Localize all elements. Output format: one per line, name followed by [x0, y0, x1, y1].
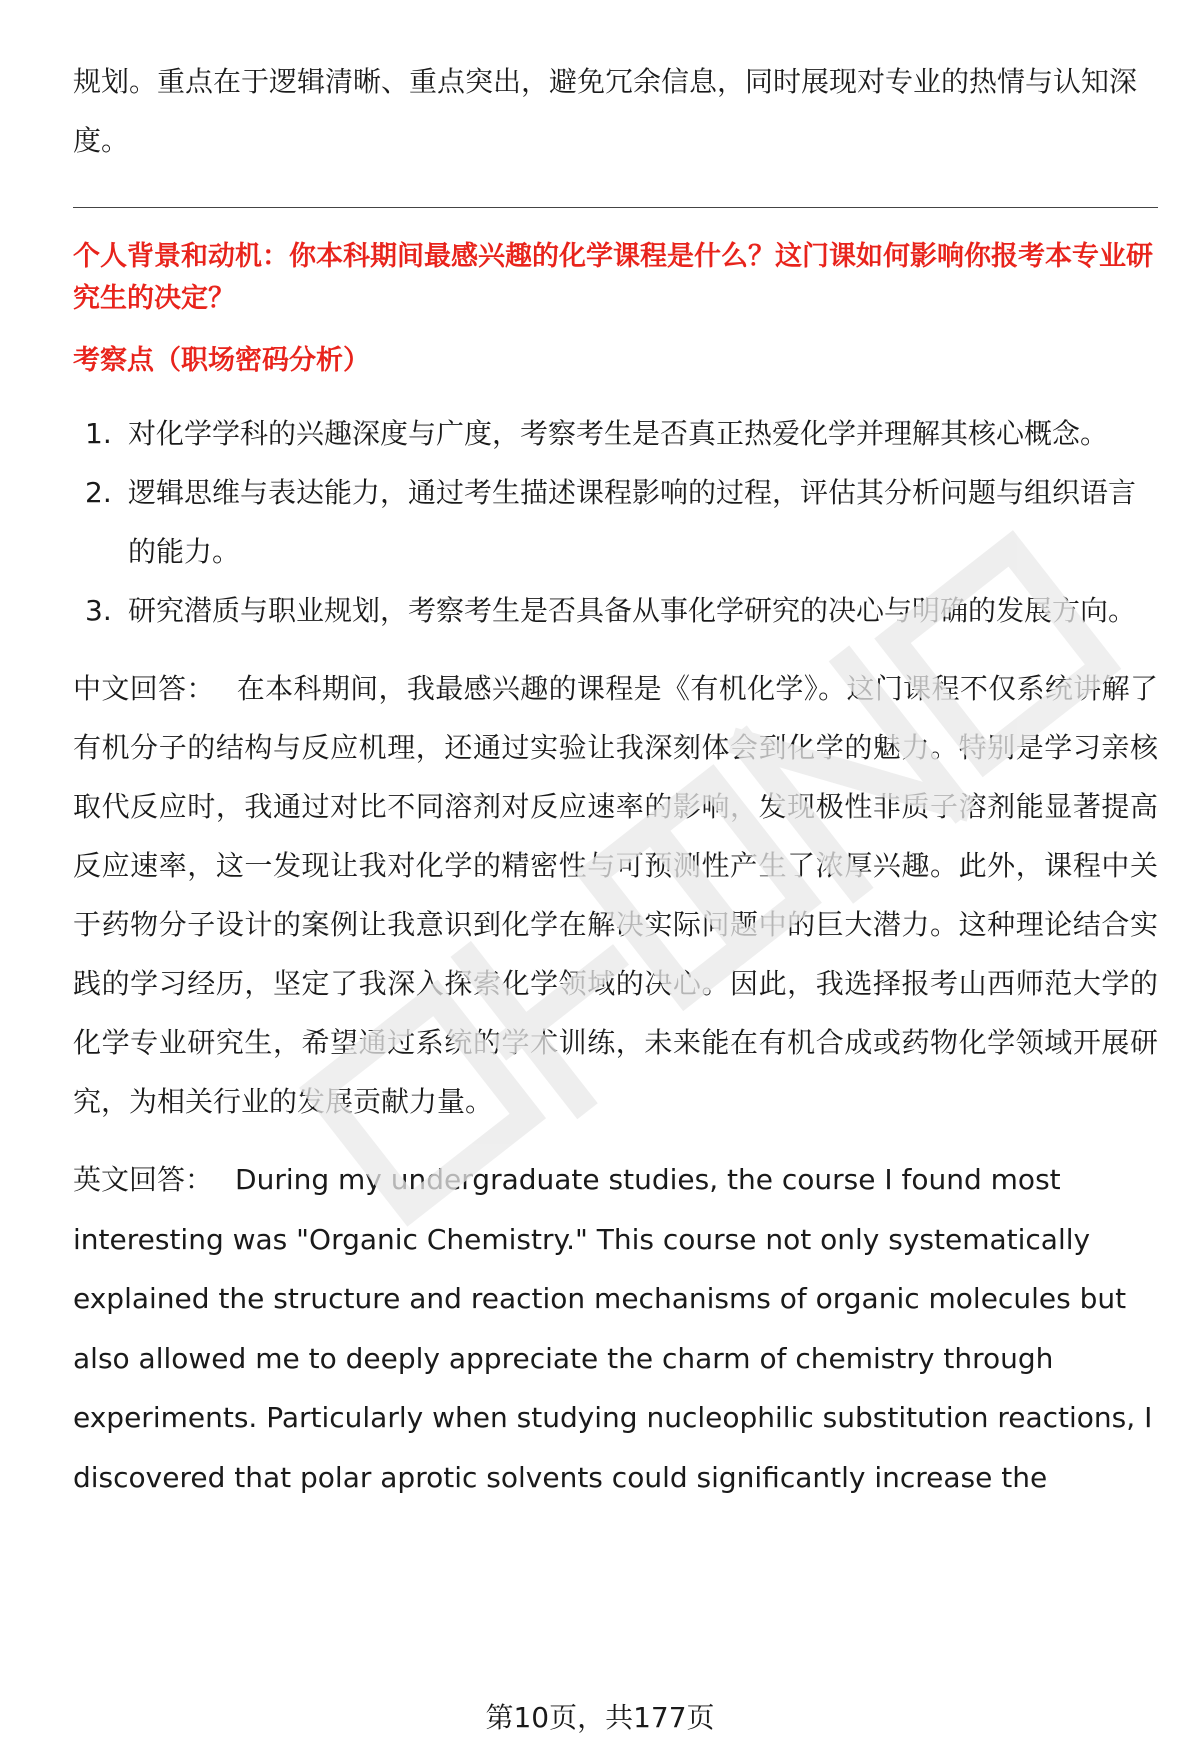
section-divider	[73, 207, 1158, 208]
assessment-points-list	[73, 404, 1158, 640]
list-item-number: 1.	[85, 417, 112, 450]
list-item-text: 逻辑思维与表达能力，通过考生描述课程影响的过程，评估其分析问题与组织语言的能力。	[128, 476, 1137, 568]
list-item	[73, 463, 1158, 581]
chinese-answer-text: 在本科期间，我最感兴趣的课程是《有机化学》。这门课程不仅系统讲解了有机分子的结构与反应机理，还通过实验让我深刻体会到化学的魅力。特别是学习亲核取代反应时，我通过对比不同溶剂对反应速率的影响，发现极性非质子溶剂能显著提高反应速率，这一发现让我对化学的精密性与可预测性产生了浓厚兴趣。此外，课程中关于药物分子设计的案例让我意识到化学在解决实际问题中的巨大潜力。这种理论结合实践的学习经历，坚定了我深入探索化学领域的决心。因此，我选择报考山西师范大学的化学专业研究生，希望通过系统的学术训练，未来能在有机合成或药物化学领域开展研究，为相关行业的发展贡献力量。	[73, 672, 1158, 1118]
english-answer	[73, 1150, 1158, 1507]
list-item-number: 2.	[85, 476, 112, 509]
chinese-answer-label: 中文回答：	[73, 672, 215, 705]
list-item-number: 3.	[85, 594, 112, 627]
english-answer-text: During my undergraduate studies, the course I found most interesting was "Organic Chemistry." This course not only systematically explained the structure and reaction mechanisms of organic molecules but also allowed me to deeply appreciate the charm of chemistry through experiments. Particularly when studying nucleophilic substitution reactions, I discovered that polar aprotic solvents could significantly increase the	[73, 1163, 1153, 1494]
intro-paragraph: 规划。重点在于逻辑清晰、重点突出，避免冗余信息，同时展现对专业的热情与认知深度。	[73, 65, 1138, 157]
list-item-text: 研究潜质与职业规划，考察考生是否具备从事化学研究的决心与明确的发展方向。	[128, 594, 1137, 627]
list-item	[73, 581, 1158, 640]
assessment-points-title: 考察点（职场密码分析）	[73, 345, 370, 376]
chinese-answer	[73, 659, 1158, 1131]
list-item-text: 对化学学科的兴趣深度与广度，考察考生是否真正热爱化学并理解其核心概念。	[128, 417, 1109, 450]
page-footer: 第10页，共177页	[485, 1701, 715, 1734]
english-answer-label: 英文回答：	[73, 1163, 214, 1196]
list-item	[73, 404, 1158, 463]
document-page	[73, 52, 1158, 1507]
question-heading: 个人背景和动机：你本科期间最感兴趣的化学课程是什么？这门课如何影响你报考本专业研究生的决定？	[73, 241, 1153, 314]
